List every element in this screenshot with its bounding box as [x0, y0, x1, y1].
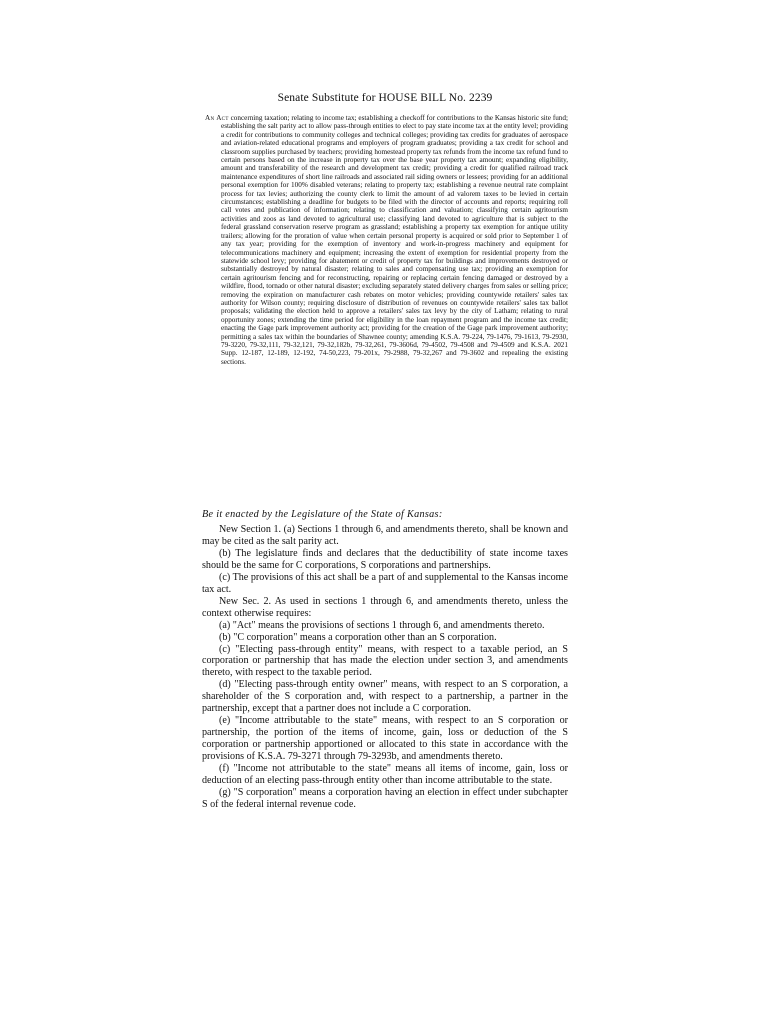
paragraph: (c) "Electing pass-through entity" means, with respect to a taxable period, an S corporation or partnership that has made the election under section 3, and amendments thereto, with respect to the taxable period. — [202, 643, 568, 679]
bill-abstract — [205, 114, 568, 366]
act-lead: An Act — [205, 114, 229, 122]
enacting-clause: Be it enacted by the Legislature of the State of Kansas: — [202, 509, 443, 520]
paragraph: (e) "Income attributable to the state" means, with respect to an S corporation or partnership, the portion of the items of income, gain, loss or deduction of the S corporation or partnership apportioned or allocated to this state in accordance with the provisions of K.S.A. 79-3271 through 79-3293b, and amendments thereto. — [202, 715, 568, 763]
paragraph: (b) The legislature finds and declares that the deductibility of state income taxes should be the same for C corporations, S corporations and partnerships. — [202, 547, 568, 571]
paragraph: (c) The provisions of this act shall be a part of and supplemental to the Kansas income tax act. — [202, 571, 568, 595]
paragraph: (b) "C corporation" means a corporation other than an S corporation. — [219, 631, 497, 643]
paragraph: (a) "Act" means the provisions of sections 1 through 6, and amendments thereto. — [219, 619, 545, 631]
paragraph: (f) "Income not attributable to the state" means all items of income, gain, loss or deduction of an electing pass-through entity other than income attributable to the state. — [202, 763, 568, 787]
paragraph: New Sec. 2. As used in sections 1 through 6, and amendments thereto, unless the context otherwise requires: — [202, 595, 568, 619]
paragraph: (d) "Electing pass-through entity owner" means, with respect to an S corporation, a shareholder of the S corporation and, with respect to a partnership, a partner in the partnership, except that a partner does not include a C corporation. — [202, 679, 568, 715]
bill-body — [202, 524, 568, 811]
abstract-body: concerning taxation; relating to income tax; establishing a checkoff for contributions to the Kansas historic site fund; establishing the salt parity act to allow pass-through entities to elect to pay state income tax at the entity level; providing a credit for contributions to community colleges and technical colleges; providing tax credits for graduates of aerospace and aviation-related educational programs and employers of program graduates; providing a tax credit for school and classroom supplies purchased by teachers; providing homestead property tax refunds from the income tax refund fund to certain persons based on the increase in property tax over the base year property tax amount; expanding eligibility, amount and transferability of the research and development tax credit; providing a credit for qualified railroad track maintenance expenditures of short line railroads and associated rail siding owners or lessees; providing for an additional personal exemption for 100% disabled veterans; relating to property tax; establishing a revenue neutral rate complaint process for tax levies; authorizing the county clerk to limit the amount of ad valorem taxes to be levied in certain circumstances; establishing a deadline for budgets to be filed with the director of accounts and reports; requiring roll call votes and publication of information; relating to classification and valuation; classifying certain agritourism activities and zoos as land devoted to agricultural use; classifying land devoted to agriculture that is subject to the federal grassland conservation reserve program as grassland; establishing a property tax exemption for antique utility trailers; allowing for the proration of value when certain personal property is acquired or sold prior to September 1 of any tax year; providing for the exemption of inventory and work-in-progress machinery and equipment for telecommunications machinery and equipment; increasing the extent of exemption for residential property from the statewide school levy; providing for abatement or credit of property tax for buildings and improvements destroyed or substantially destroyed by natural disaster; relating to sales and compensating use tax; providing an exemption for certain agritourism fencing and for reconstructing, repairing or replacing certain fencing damaged or destroyed by a wildfire, flood, tornado or other natural disaster; excluding separately stated delivery charges from sales or selling price; removing the expiration on manufacturer cash rebates on motor vehicles; providing countywide retailers' sales tax authority for Wilson county; requiring disclosure of distribution of revenues on countywide retailers' sales tax ballot proposals; validating the election held to approve a retailers' sales tax levy by the city of Latham; relating to rural opportunity zones; extending the time period for eligibility in the loan repayment program and the income tax credit; enacting the Gage park improvement authority act; providing for the creation of the Gage park improvement authority; permitting a sales tax within the boundaries of Shawnee county; amending K.S.A. 79-224, 79-1476, 79-1613, 79-2930, 79-3220, 79-32,111, 79-32,121, 79-32,182b, 79-32,261, 79-3606d, 79-4502, 79-4508 and 79-4509 and K.S.A. 2021 Supp. 12-187, 12-189, 12-192, 74-50,223, 79-201x, 79-2988, 79-32,267 and 79-3602 and repealing the existing sections. — [221, 114, 568, 366]
paragraph: New Section 1. (a) Sections 1 through 6, and amendments thereto, shall be known and may be cited as the salt parity act. — [202, 524, 568, 547]
bill-title: Senate Substitute for HOUSE BILL No. 2239 — [277, 92, 493, 104]
paragraph: (g) "S corporation" means a corporation having an election in effect under subchapter S of the federal internal revenue code. — [202, 786, 568, 810]
